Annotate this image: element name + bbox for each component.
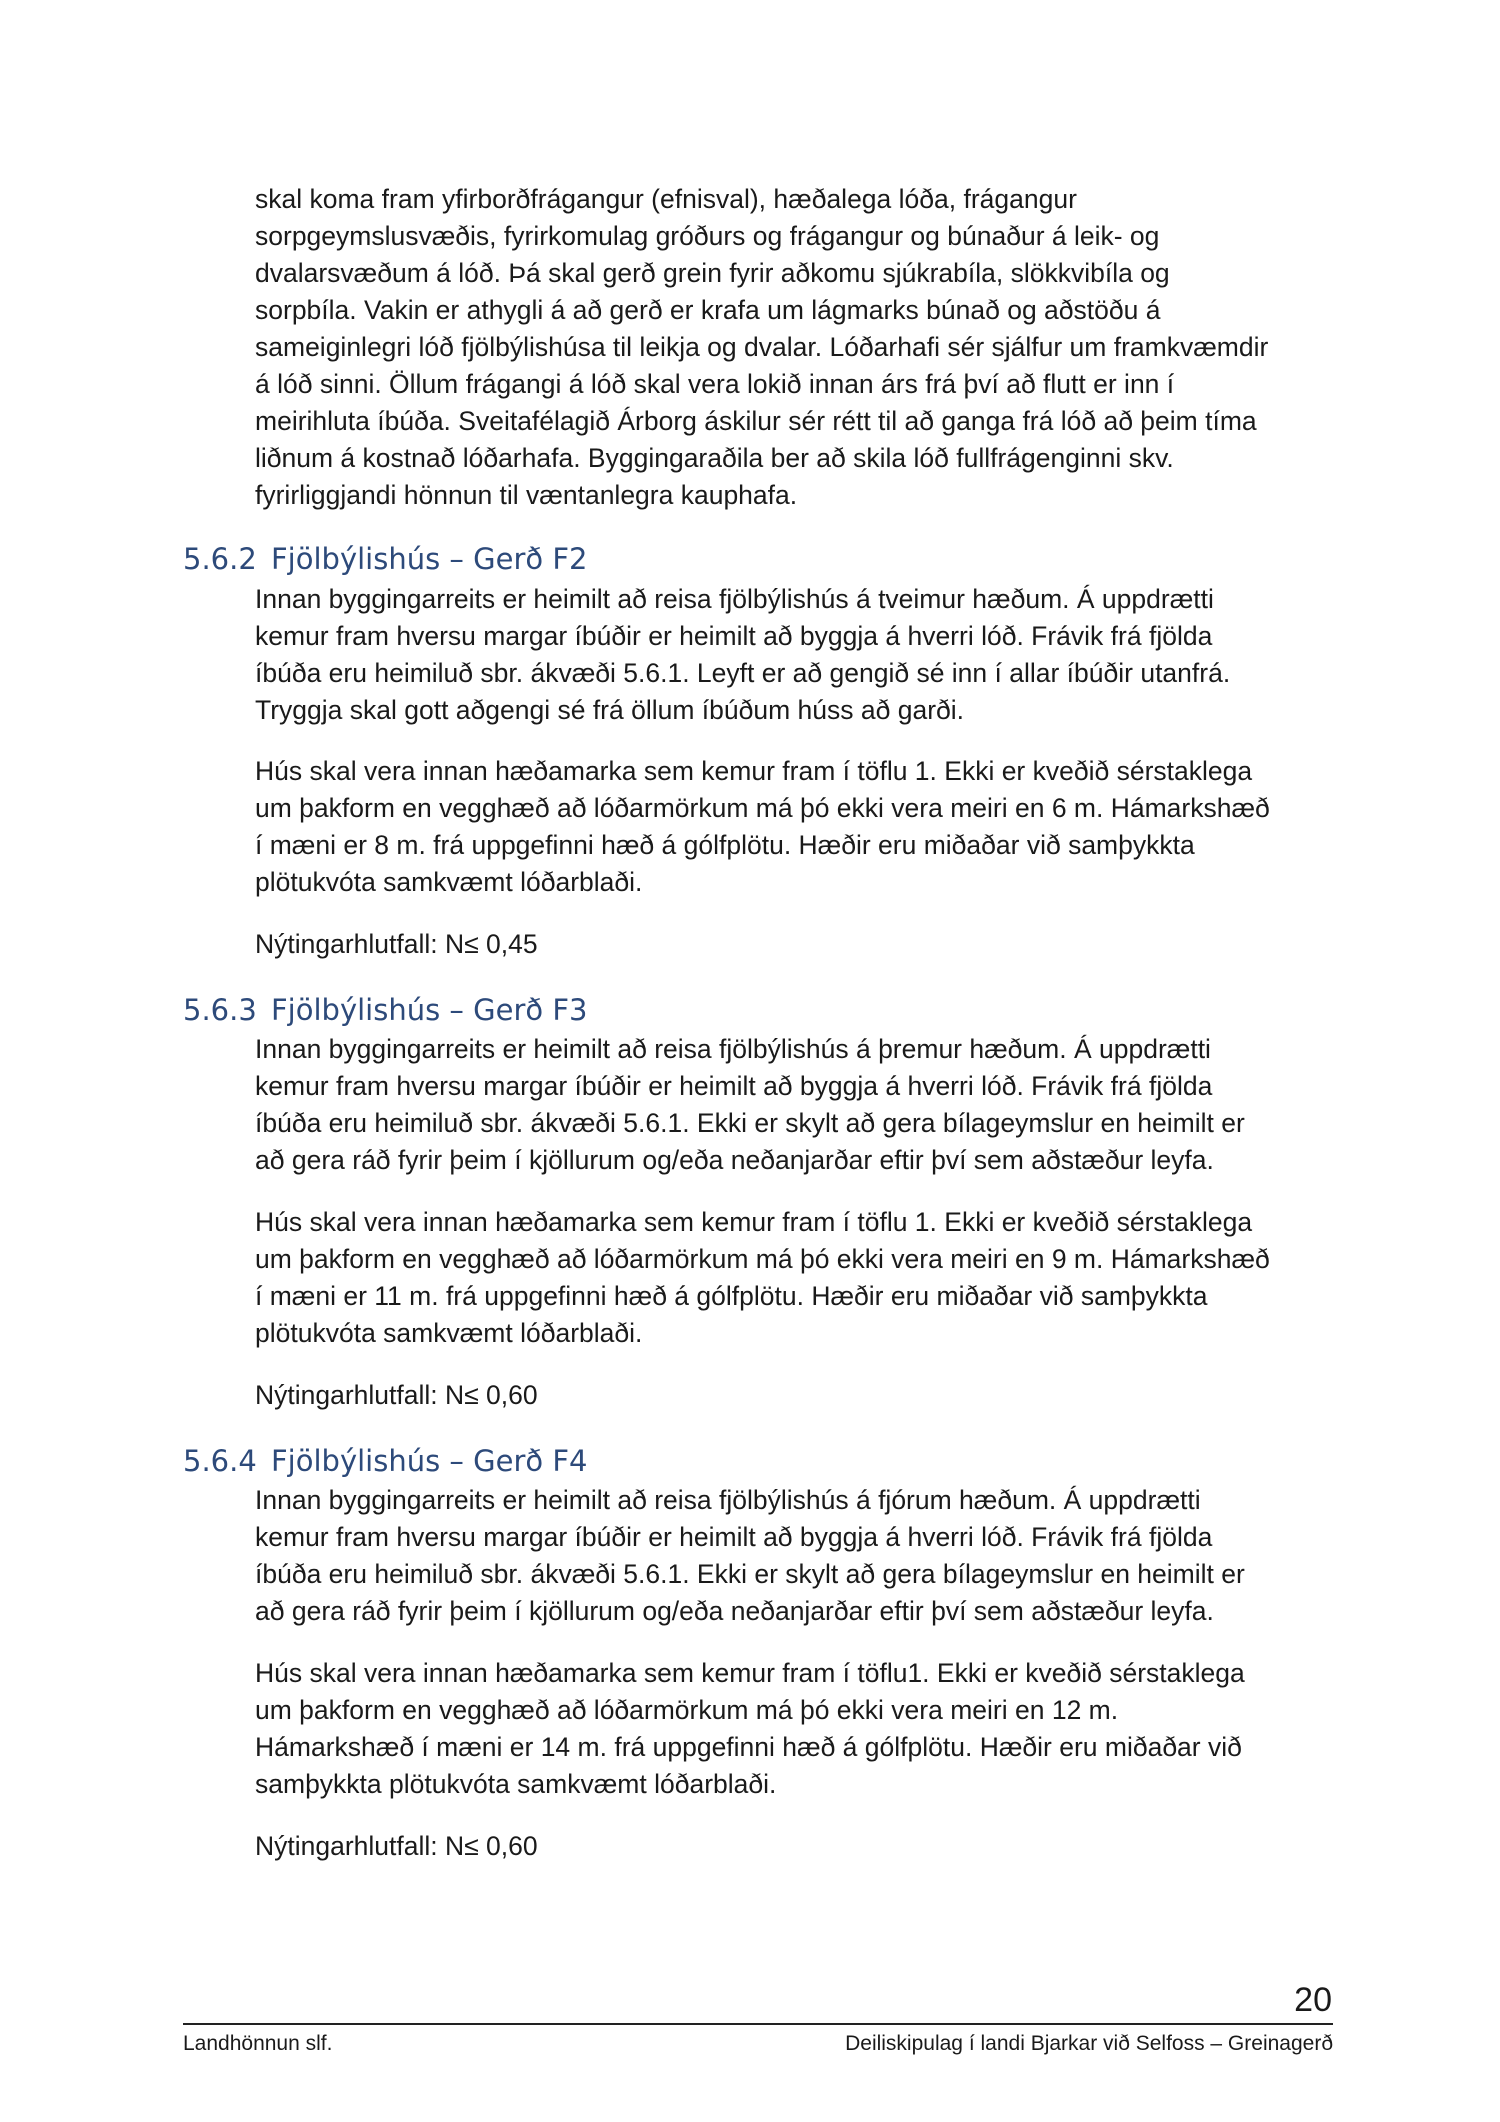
footer-company: Landhönnun slf. <box>183 2032 333 2055</box>
section-title: Fjölbýlishús – Gerð F4 <box>271 1444 588 1478</box>
section-5-6-3-ratio: Nýtingarhlutfall: N≤ 0,60 <box>255 1380 538 1410</box>
section-number: 5.6.3 <box>183 993 257 1027</box>
intro-paragraph: skal koma fram yfirborðfrágangur (efnisval), hæðalega lóða, frágangur sorpgeymslusvæðis, fyrirkomulag gróðurs og frágangur og búnaður á leik- og dvalarsvæðum á lóð. Þá skal gerð grein fyrir aðkomu sjúkrabíla, slökkvibíla og sorpbíla. Vakin er athygli á að gerð er krafa um lágmarks búnað og aðstöðu á sameiginlegri lóð fjölbýlishúsa til leikja og dvalar. Lóðarhafi sér sjálfur um framkvæmdir á lóð sinni. Öllum frágangi á lóð skal vera lokið innan árs frá því að flutt er inn í meirihluta íbúða. Sveitafélagið Árborg áskilur sér rétt til að ganga frá lóð að þeim tíma liðnum á kostnað lóðarhafa. Byggingaraðila ber að skila lóð fullfrágenginni skv. fyrirliggjandi hönnun til væntanlegra kauphafa. <box>255 184 1269 510</box>
section-heading-5-6-3 <box>183 992 587 1028</box>
section-5-6-4-paragraph-2: Hús skal vera innan hæðamarka sem kemur fram í töflu1. Ekki er kveðið sérstaklega um þakform en vegghæð að lóðarmörkum má þó ekki vera meiri en 12 m. Hámarkshæð í mæni er 14 m. frá uppgefinni hæð á gólfplötu. Hæðir eru miðaðar við samþykkta plötukvóta samkvæmt lóðarblaði. <box>255 1658 1245 1799</box>
section-5-6-3-paragraph-2: Hús skal vera innan hæðamarka sem kemur fram í töflu 1. Ekki er kveðið sérstaklega um þakform en vegghæð að lóðarmörkum má þó ekki vera meiri en 9 m. Hámarkshæð í mæni er 11 m. frá uppgefinni hæð á gólfplötu. Hæðir eru miðaðar við samþykkta plötukvóta samkvæmt lóðarblaði. <box>255 1207 1270 1348</box>
footer-divider <box>183 2023 1333 2025</box>
section-5-6-4-paragraph-1: Innan byggingarreits er heimilt að reisa fjölbýlishús á fjórum hæðum. Á uppdrætti kemur fram hversu margar íbúðir er heimilt að byggja á hverri lóð. Frávik frá fjölda íbúða eru heimiluð sbr. ákvæði 5.6.1. Ekki er skylt að gera bílageymslur en heimilt er að gera ráð fyrir þeim í kjöllurum og/eða neðanjarðar eftir því sem aðstæður leyfa. <box>255 1485 1245 1626</box>
section-heading-5-6-2 <box>183 541 587 577</box>
section-5-6-4-ratio: Nýtingarhlutfall: N≤ 0,60 <box>255 1831 538 1861</box>
section-title: Fjölbýlishús – Gerð F3 <box>271 993 588 1027</box>
page-number: 20 <box>1294 1981 1332 2019</box>
section-number: 5.6.4 <box>183 1444 257 1478</box>
section-title: Fjölbýlishús – Gerð F2 <box>271 542 588 576</box>
section-heading-5-6-4 <box>183 1443 587 1479</box>
footer-document-title: Deiliskipulag í landi Bjarkar við Selfoss – Greinagerð <box>845 2032 1333 2055</box>
section-5-6-3-paragraph-1: Innan byggingarreits er heimilt að reisa fjölbýlishús á þremur hæðum. Á uppdrætti kemur fram hversu margar íbúðir er heimilt að byggja á hverri lóð. Frávik frá fjölda íbúða eru heimiluð sbr. ákvæði 5.6.1. Ekki er skylt að gera bílageymslur en heimilt er að gera ráð fyrir þeim í kjöllurum og/eða neðanjarðar eftir því sem aðstæður leyfa. <box>255 1034 1245 1175</box>
section-5-6-2-paragraph-2: Hús skal vera innan hæðamarka sem kemur fram í töflu 1. Ekki er kveðið sérstaklega um þakform en vegghæð að lóðarmörkum má þó ekki vera meiri en 6 m. Hámarkshæð í mæni er 8 m. frá uppgefinni hæð á gólfplötu. Hæðir eru miðaðar við samþykkta plötukvóta samkvæmt lóðarblaði. <box>255 756 1270 897</box>
section-5-6-2-ratio: Nýtingarhlutfall: N≤ 0,45 <box>255 929 538 959</box>
section-5-6-2-paragraph-1: Innan byggingarreits er heimilt að reisa fjölbýlishús á tveimur hæðum. Á uppdrætti kemur fram hversu margar íbúðir er heimilt að byggja á hverri lóð. Frávik frá fjölda íbúða eru heimiluð sbr. ákvæði 5.6.1. Leyft er að gengið sé inn í allar íbúðir utanfrá. Tryggja skal gott aðgengi sé frá öllum íbúðum húss að garði. <box>255 584 1231 725</box>
section-number: 5.6.2 <box>183 542 257 576</box>
